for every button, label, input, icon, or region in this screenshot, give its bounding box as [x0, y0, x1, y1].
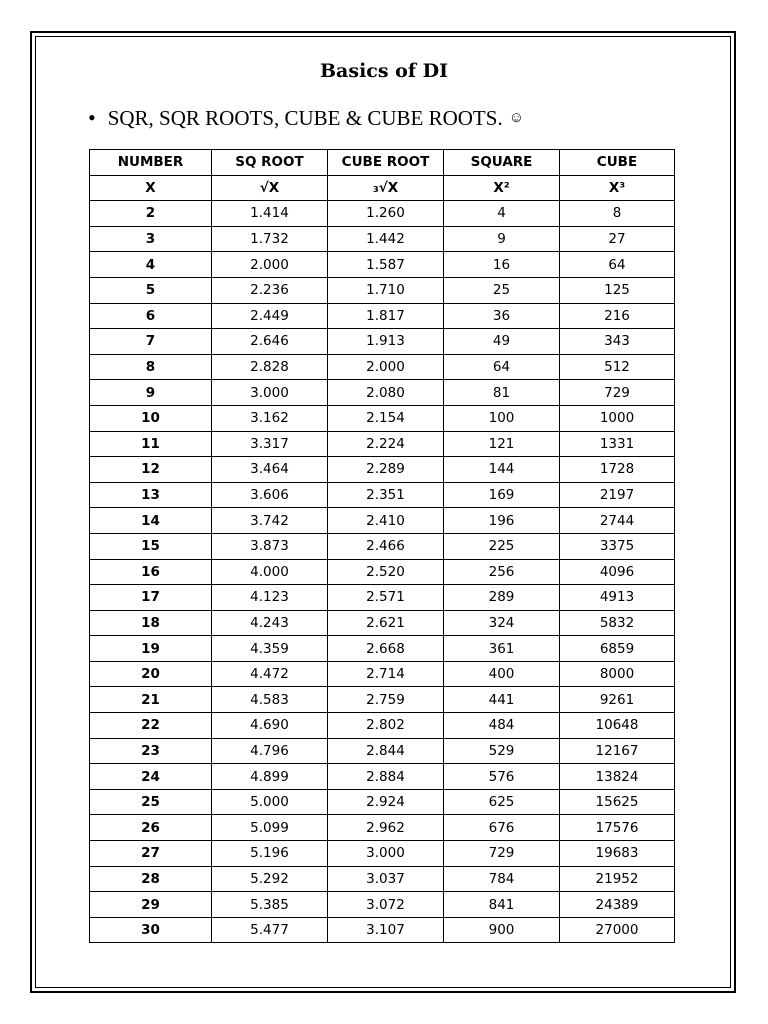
cell-sq-root: 5.196	[212, 841, 328, 867]
cell-sq-root: 3.873	[212, 533, 328, 559]
cell-cube: 4096	[560, 559, 675, 585]
cell-cube: 729	[560, 380, 675, 406]
cell-sq-root: 4.123	[212, 585, 328, 611]
cell-sq-root: 5.477	[212, 917, 328, 943]
table-row	[90, 354, 675, 380]
cell-cube: 12167	[560, 738, 675, 764]
cell-sq-root: 1.414	[212, 201, 328, 227]
cell-number: 26	[90, 815, 212, 841]
cell-sq-root: 5.000	[212, 789, 328, 815]
cell-cube-root: 2.621	[328, 610, 444, 636]
smiley-icon: ☺	[508, 109, 525, 126]
cell-cube-root: 2.410	[328, 508, 444, 534]
cell-cube-root: 3.107	[328, 917, 444, 943]
cell-sq-root: 4.899	[212, 764, 328, 790]
cell-cube-root: 2.289	[328, 457, 444, 483]
cell-square: 16	[444, 252, 560, 278]
cell-cube: 5832	[560, 610, 675, 636]
cell-square: 400	[444, 661, 560, 687]
cell-number: 12	[90, 457, 212, 483]
cell-square: 49	[444, 329, 560, 355]
bullet-icon: •	[88, 105, 96, 130]
cell-square: 4	[444, 201, 560, 227]
cell-cube: 1331	[560, 431, 675, 457]
cell-cube-root: 2.224	[328, 431, 444, 457]
cell-cube: 4913	[560, 585, 675, 611]
cell-cube: 15625	[560, 789, 675, 815]
header-x-squared: X²	[444, 175, 560, 201]
cell-cube-root: 2.571	[328, 585, 444, 611]
cell-cube-root: 2.520	[328, 559, 444, 585]
cell-number: 24	[90, 764, 212, 790]
cell-cube: 24389	[560, 892, 675, 918]
cell-square: 361	[444, 636, 560, 662]
cell-sq-root: 5.099	[212, 815, 328, 841]
header-number: NUMBER	[90, 150, 212, 176]
cell-cube: 9261	[560, 687, 675, 713]
cell-sq-root: 3.162	[212, 405, 328, 431]
cell-number: 2	[90, 201, 212, 227]
cell-number: 7	[90, 329, 212, 355]
header-x-cubed: X³	[560, 175, 675, 201]
cell-square: 64	[444, 354, 560, 380]
cell-number: 29	[90, 892, 212, 918]
cell-number: 6	[90, 303, 212, 329]
cell-cube-root: 2.714	[328, 661, 444, 687]
cell-square: 25	[444, 277, 560, 303]
cell-square: 841	[444, 892, 560, 918]
cell-sq-root: 2.449	[212, 303, 328, 329]
cell-number: 25	[90, 789, 212, 815]
cell-cube: 2744	[560, 508, 675, 534]
cell-cube: 343	[560, 329, 675, 355]
table-row	[90, 866, 675, 892]
cell-square: 169	[444, 482, 560, 508]
cell-sq-root: 4.243	[212, 610, 328, 636]
cell-number: 5	[90, 277, 212, 303]
cell-cube: 6859	[560, 636, 675, 662]
table-row	[90, 713, 675, 739]
cell-square: 324	[444, 610, 560, 636]
cell-sq-root: 5.385	[212, 892, 328, 918]
cell-square: 9	[444, 226, 560, 252]
cell-cube: 1728	[560, 457, 675, 483]
cell-cube: 3375	[560, 533, 675, 559]
cell-cube: 8	[560, 201, 675, 227]
cell-cube-root: 1.587	[328, 252, 444, 278]
cell-square: 784	[444, 866, 560, 892]
cell-number: 16	[90, 559, 212, 585]
table-row	[90, 636, 675, 662]
cell-cube-root: 2.844	[328, 738, 444, 764]
cell-sq-root: 2.646	[212, 329, 328, 355]
cell-cube-root: 2.884	[328, 764, 444, 790]
table-row	[90, 482, 675, 508]
cell-cube-root: 3.000	[328, 841, 444, 867]
cell-square: 144	[444, 457, 560, 483]
cell-sq-root: 4.472	[212, 661, 328, 687]
cell-square: 100	[444, 405, 560, 431]
table-row	[90, 303, 675, 329]
cell-cube-root: 2.466	[328, 533, 444, 559]
cell-number: 28	[90, 866, 212, 892]
cell-number: 17	[90, 585, 212, 611]
cell-cube: 27000	[560, 917, 675, 943]
cell-number: 20	[90, 661, 212, 687]
cell-cube-root: 1.710	[328, 277, 444, 303]
cell-square: 529	[444, 738, 560, 764]
cell-square: 676	[444, 815, 560, 841]
cell-sq-root: 3.742	[212, 508, 328, 534]
cell-cube: 8000	[560, 661, 675, 687]
cell-square: 225	[444, 533, 560, 559]
cell-cube: 125	[560, 277, 675, 303]
document-subtitle	[88, 105, 524, 131]
table-row	[90, 533, 675, 559]
table-row	[90, 789, 675, 815]
table-row	[90, 764, 675, 790]
cell-sq-root: 1.732	[212, 226, 328, 252]
table-row	[90, 405, 675, 431]
document-title: Basics of DI	[320, 60, 448, 82]
cell-square: 576	[444, 764, 560, 790]
cell-cube-root: 3.037	[328, 866, 444, 892]
cell-number: 10	[90, 405, 212, 431]
cell-number: 14	[90, 508, 212, 534]
cell-cube: 64	[560, 252, 675, 278]
cell-cube-root: 2.962	[328, 815, 444, 841]
cell-cube-root: 1.913	[328, 329, 444, 355]
cell-square: 256	[444, 559, 560, 585]
table-row	[90, 892, 675, 918]
cell-sq-root: 3.317	[212, 431, 328, 457]
cell-cube-root: 2.080	[328, 380, 444, 406]
cell-number: 9	[90, 380, 212, 406]
cell-sq-root: 3.000	[212, 380, 328, 406]
table-row	[90, 585, 675, 611]
cell-square: 81	[444, 380, 560, 406]
header-cbrt-x: ₃√X	[328, 175, 444, 201]
cell-cube: 10648	[560, 713, 675, 739]
cell-cube-root: 1.817	[328, 303, 444, 329]
cell-square: 900	[444, 917, 560, 943]
cell-number: 21	[90, 687, 212, 713]
cell-sq-root: 4.796	[212, 738, 328, 764]
cell-square: 36	[444, 303, 560, 329]
cell-sq-root: 2.236	[212, 277, 328, 303]
cell-number: 15	[90, 533, 212, 559]
cell-cube: 13824	[560, 764, 675, 790]
table-row	[90, 431, 675, 457]
cell-cube: 216	[560, 303, 675, 329]
cell-number: 3	[90, 226, 212, 252]
cell-sq-root: 2.828	[212, 354, 328, 380]
cell-number: 8	[90, 354, 212, 380]
cell-square: 729	[444, 841, 560, 867]
cell-number: 23	[90, 738, 212, 764]
table-row	[90, 559, 675, 585]
cell-number: 27	[90, 841, 212, 867]
cell-cube-root: 1.442	[328, 226, 444, 252]
table-row	[90, 917, 675, 943]
table-row	[90, 277, 675, 303]
cell-cube-root: 2.924	[328, 789, 444, 815]
subtitle-text: SQR, SQR ROOTS, CUBE & CUBE ROOTS.	[107, 105, 503, 130]
table-row	[90, 738, 675, 764]
table-row	[90, 841, 675, 867]
header-x: X	[90, 175, 212, 201]
cell-cube-root: 2.802	[328, 713, 444, 739]
cell-cube-root: 2.000	[328, 354, 444, 380]
cell-sq-root: 4.690	[212, 713, 328, 739]
table-row	[90, 226, 675, 252]
cell-number: 18	[90, 610, 212, 636]
table-row	[90, 380, 675, 406]
header-sq-root: SQ ROOT	[212, 150, 328, 176]
table-row	[90, 508, 675, 534]
cell-cube: 1000	[560, 405, 675, 431]
cell-sq-root: 5.292	[212, 866, 328, 892]
cell-sq-root: 4.359	[212, 636, 328, 662]
cell-number: 19	[90, 636, 212, 662]
table-row	[90, 252, 675, 278]
table-row	[90, 610, 675, 636]
table-row	[90, 661, 675, 687]
cell-cube-root: 1.260	[328, 201, 444, 227]
cell-sq-root: 4.583	[212, 687, 328, 713]
cell-sq-root: 3.606	[212, 482, 328, 508]
cell-cube-root: 2.351	[328, 482, 444, 508]
cell-cube: 19683	[560, 841, 675, 867]
cell-square: 625	[444, 789, 560, 815]
cell-cube: 2197	[560, 482, 675, 508]
cell-square: 484	[444, 713, 560, 739]
cell-cube-root: 3.072	[328, 892, 444, 918]
cell-cube: 17576	[560, 815, 675, 841]
table-row	[90, 687, 675, 713]
cell-cube-root: 2.759	[328, 687, 444, 713]
cell-number: 4	[90, 252, 212, 278]
header-row-labels	[90, 150, 675, 176]
table-row	[90, 329, 675, 355]
cell-number: 22	[90, 713, 212, 739]
header-sqrt-x: √X	[212, 175, 328, 201]
cell-sq-root: 4.000	[212, 559, 328, 585]
header-cube: CUBE	[560, 150, 675, 176]
cell-cube-root: 2.154	[328, 405, 444, 431]
cell-cube: 21952	[560, 866, 675, 892]
cell-cube: 512	[560, 354, 675, 380]
cell-square: 196	[444, 508, 560, 534]
cell-sq-root: 3.464	[212, 457, 328, 483]
table-row	[90, 815, 675, 841]
cell-square: 289	[444, 585, 560, 611]
cell-number: 30	[90, 917, 212, 943]
header-cube-root: CUBE ROOT	[328, 150, 444, 176]
values-table	[89, 149, 675, 943]
header-row-symbols	[90, 175, 675, 201]
cell-square: 441	[444, 687, 560, 713]
cell-cube: 27	[560, 226, 675, 252]
cell-sq-root: 2.000	[212, 252, 328, 278]
table-row	[90, 201, 675, 227]
cell-square: 121	[444, 431, 560, 457]
table-row	[90, 457, 675, 483]
cell-number: 11	[90, 431, 212, 457]
cell-cube-root: 2.668	[328, 636, 444, 662]
header-square: SQUARE	[444, 150, 560, 176]
cell-number: 13	[90, 482, 212, 508]
